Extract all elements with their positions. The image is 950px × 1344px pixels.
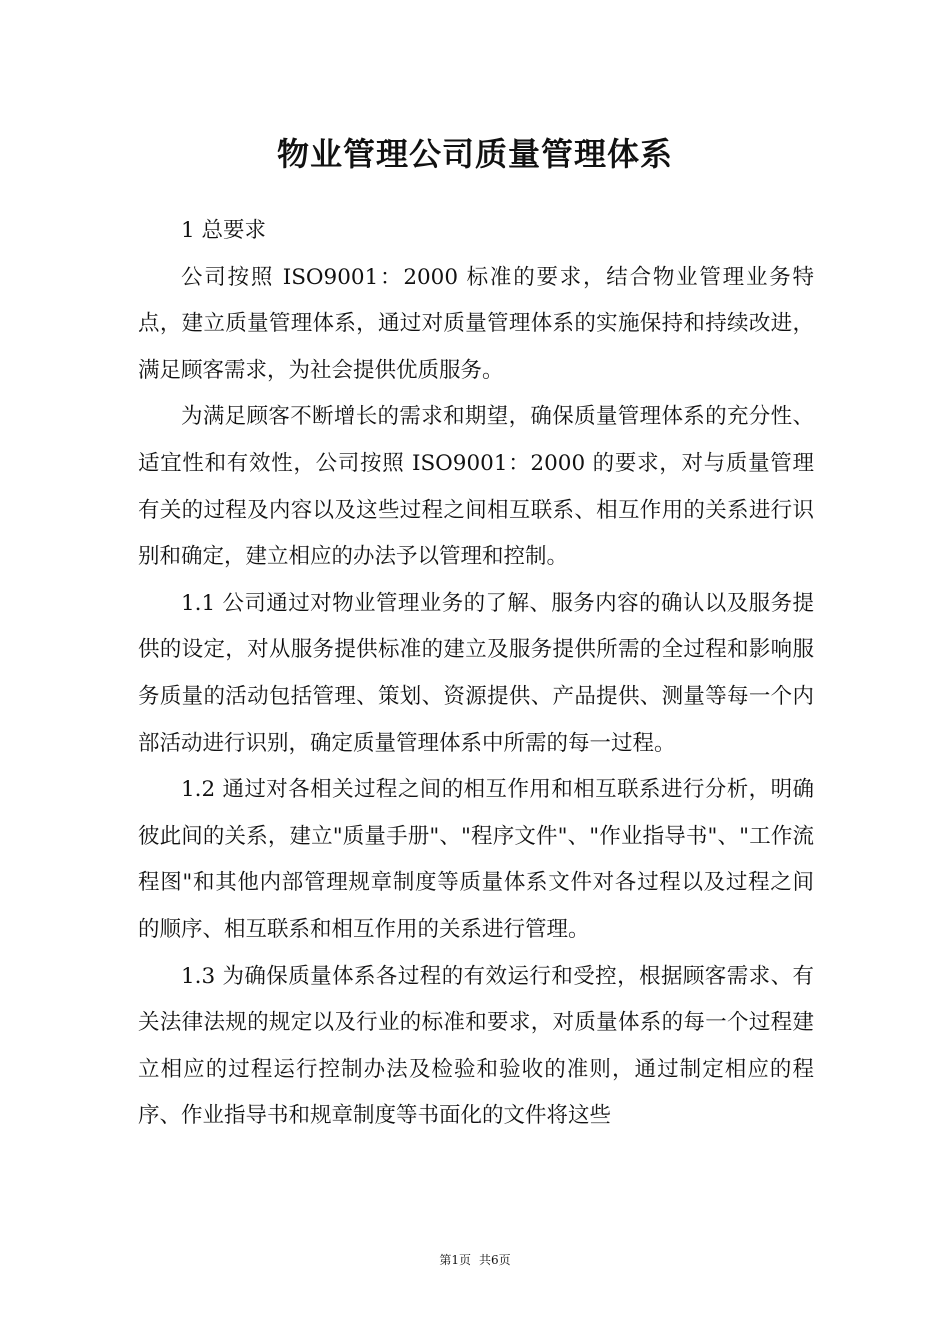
document-title: 物业管理公司质量管理体系: [276, 135, 673, 173]
page-number-total: 共6页: [479, 1253, 511, 1267]
paragraph-1-3: 1.3 为确保质量体系各过程的有效运行和受控，根据顾客需求、有关法律法规的规定以及行业的标准和要求，对质量体系的每一个过程建立相应的过程运行控制办法及检验和验收的准则，通过制定相应的程序、作业指导书和规章制度等书面化的文件将这些: [138, 963, 814, 1129]
page-footer: [0, 1252, 950, 1268]
page-number-current: 第1页: [439, 1253, 471, 1267]
section-heading-general-requirements: 1 总要求: [181, 218, 267, 243]
paragraph-1-2: 1.2 通过对各相关过程之间的相互作用和相互联系进行分析，明确彼此间的关系，建立"质量手册"、"程序文件"、"作业指导书"、"工作流程图"和其他内部管理规章制度等质量体系文件对各过程以及过程之间的顺序、相互联系和相互作用的关系进行管理。: [138, 777, 814, 942]
paragraph-customer-needs: 为满足顾客不断增长的需求和期望，确保质量管理体系的充分性、适宜性和有效性，公司按照 ISO9001：2000 的要求，对与质量管理有关的过程及内容以及这些过程之间相互联系、相互作用的关系进行识别和确定，建立相应的办法予以管理和控制。: [138, 404, 814, 570]
paragraph-1-1: 1.1 公司通过对物业管理业务的了解、服务内容的确认以及服务提供的设定，对从服务提供标准的建立及服务提供所需的全过程和影响服务质量的活动包括管理、策划、资源提供、产品提供、测量等每一个内部活动进行识别，确定质量管理体系中所需的每一过程。: [138, 590, 814, 756]
document-body: [138, 208, 814, 1140]
paragraph-iso-intro: 公司按照 ISO9001：2000 标准的要求，结合物业管理业务特点，建立质量管理体系，通过对质量管理体系的实施保持和持续改进，满足顾客需求，为社会提供优质服务。: [138, 264, 814, 383]
